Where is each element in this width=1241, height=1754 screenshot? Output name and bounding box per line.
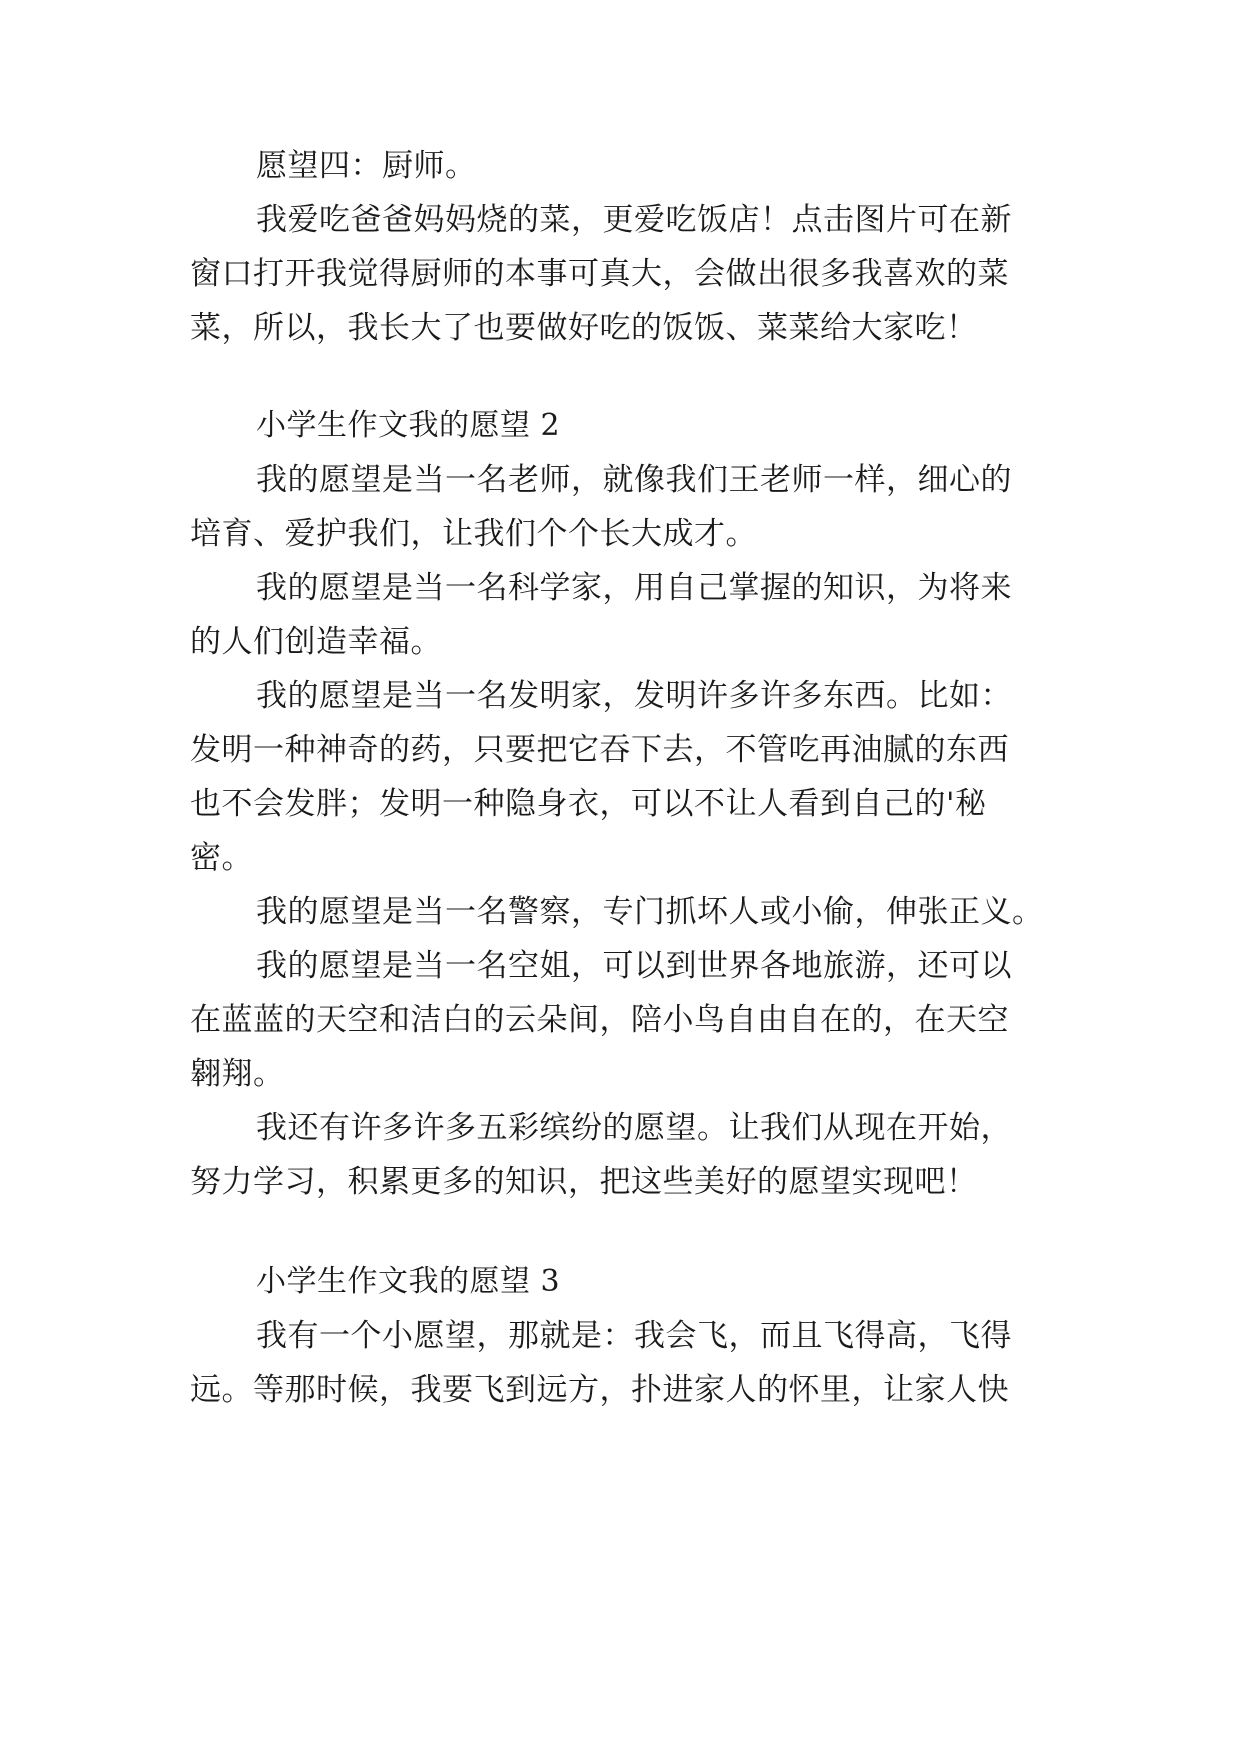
paragraph-line: 我的愿望是当一名科学家，用自己掌握的知识，为将来 — [256, 570, 1012, 606]
paragraph-line: 窗口打开我觉得厨师的本事可真大，会做出很多我喜欢的菜 — [190, 256, 1009, 292]
paragraph-line: 我的愿望是当一名发明家，发明许多许多东西。比如： — [256, 678, 1012, 714]
paragraph-line: 在蓝蓝的天空和洁白的云朵间，陪小鸟自由自在的，在天空 — [190, 1002, 1009, 1038]
paragraph-line: 翱翔。 — [190, 1056, 285, 1092]
paragraph-line: 菜，所以，我长大了也要做好吃的饭饭、菜菜给大家吃！ — [190, 310, 978, 346]
paragraph-line: 我还有许多许多五彩缤纷的愿望。让我们从现在开始， — [256, 1110, 1012, 1146]
paragraph-line: 我的愿望是当一名空姐，可以到世界各地旅游，还可以 — [256, 948, 1012, 984]
paragraph-line: 我爱吃爸爸妈妈烧的菜，更爱吃饭店！点击图片可在新 — [256, 202, 1012, 238]
paragraph-line: 我有一个小愿望，那就是：我会飞，而且飞得高，飞得 — [256, 1318, 1012, 1354]
section-heading: 小学生作文我的愿望 3 — [256, 1264, 561, 1299]
paragraph-line: 愿望四：厨师。 — [256, 148, 477, 184]
paragraph-line: 培育、爱护我们，让我们个个长大成才。 — [190, 516, 757, 552]
paragraph-line: 密。 — [190, 840, 253, 876]
paragraph-line: 的人们创造幸福。 — [190, 624, 442, 660]
section-heading: 小学生作文我的愿望 2 — [256, 408, 561, 443]
paragraph-line: 我的愿望是当一名老师，就像我们王老师一样，细心的 — [256, 462, 1012, 498]
paragraph-line: 努力学习，积累更多的知识，把这些美好的愿望实现吧！ — [190, 1164, 978, 1200]
paragraph-line: 我的愿望是当一名警察，专门抓坏人或小偷，伸张正义。 — [256, 894, 1044, 930]
paragraph-line: 发明一种神奇的药，只要把它吞下去，不管吃再油腻的东西 — [190, 732, 1009, 768]
paragraph-line: 远。等那时候，我要飞到远方，扑进家人的怀里，让家人快 — [190, 1372, 1009, 1408]
paragraph-line: 也不会发胖；发明一种隐身衣，可以不让人看到自己的'秘 — [190, 786, 987, 822]
